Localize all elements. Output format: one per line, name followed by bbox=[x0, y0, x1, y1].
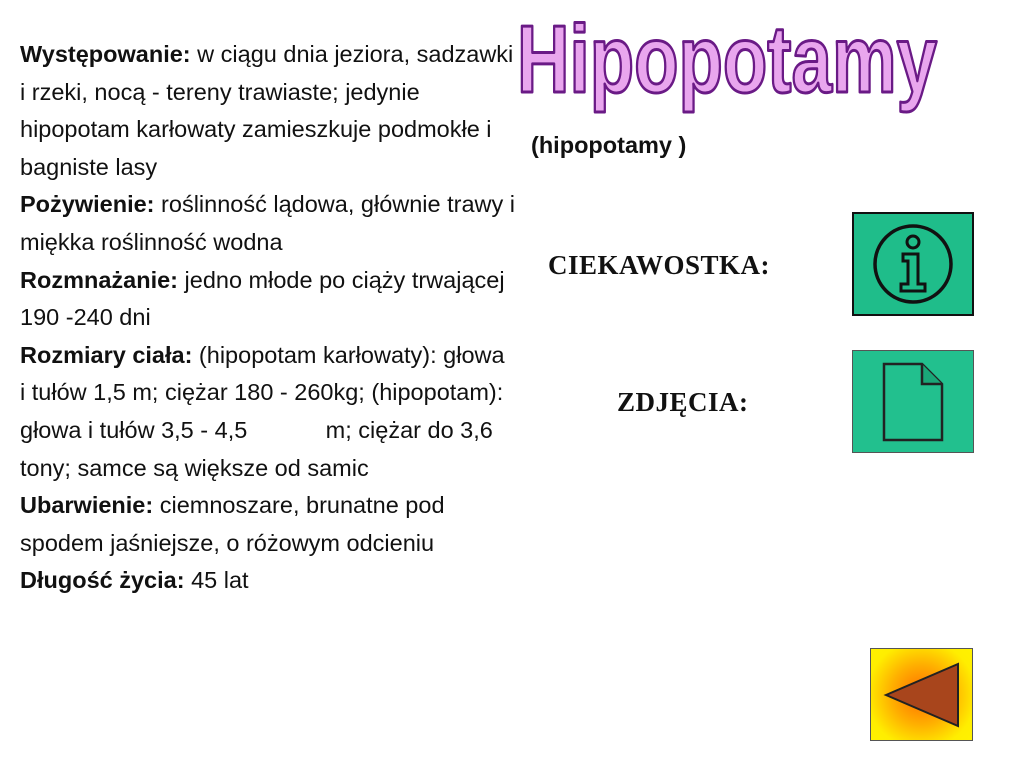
body-size-text-a: (hipopotam karłowaty): głowa i tułów 1,5 m; ciężar 180 - 260kg; (hipopotam): głowa i tułów 3,5 - 4,5 bbox=[20, 341, 505, 443]
reproduction-paragraph bbox=[20, 262, 515, 337]
back-arrow-icon bbox=[882, 660, 962, 730]
photos-button[interactable] bbox=[852, 350, 974, 453]
page-subtitle: (hipopotamy ) bbox=[531, 132, 687, 158]
lifespan-label: Długość życia: bbox=[20, 567, 185, 594]
coloring-text: ciemnoszare, brunatne pod spodem jaśniejsze, o różowym odcieniu bbox=[20, 492, 445, 556]
title-text: Hipopotamy bbox=[517, 6, 937, 113]
curiosity-label: CIEKAWOSTKA: bbox=[548, 250, 771, 280]
body-size-paragraph bbox=[20, 337, 515, 487]
back-button[interactable] bbox=[870, 648, 973, 741]
body-size-label: Rozmiary ciała: bbox=[20, 341, 193, 368]
title-wordart bbox=[505, 0, 955, 120]
diet-paragraph bbox=[20, 186, 515, 261]
occurrence-label: Występowanie: bbox=[20, 41, 191, 67]
info-icon bbox=[870, 221, 956, 307]
body-size-text-b: m; ciężar do 3,6 tony; samce są większe od samic bbox=[20, 416, 493, 481]
occurrence-text: w ciągu dnia jeziora, sadzawki i rzeki, nocą - tereny trawiaste; jedynie hipopotam karłowaty zamieszkuje podmokłe i bagniste lasy bbox=[20, 41, 514, 180]
coloring-label: Ubarwienie: bbox=[20, 492, 154, 519]
lifespan-paragraph bbox=[20, 562, 515, 600]
curiosity-info-button[interactable] bbox=[852, 212, 974, 316]
coloring-paragraph bbox=[20, 487, 515, 562]
reproduction-text: jedno młode po ciąży trwającej 190 -240 dni bbox=[20, 266, 505, 331]
lifespan-text: 45 lat bbox=[184, 567, 249, 594]
body-size-gap bbox=[247, 417, 325, 443]
page-title bbox=[505, 0, 955, 120]
reproduction-label: Rozmnażanie: bbox=[20, 266, 178, 293]
species-description bbox=[20, 36, 515, 600]
diet-text: roślinność lądowa, głównie trawy i miękka roślinność wodna bbox=[20, 191, 516, 255]
diet-label: Pożywienie: bbox=[20, 191, 155, 218]
document-icon bbox=[882, 362, 944, 442]
photos-label: ZDJĘCIA: bbox=[617, 387, 749, 417]
occurrence-paragraph bbox=[20, 36, 515, 186]
